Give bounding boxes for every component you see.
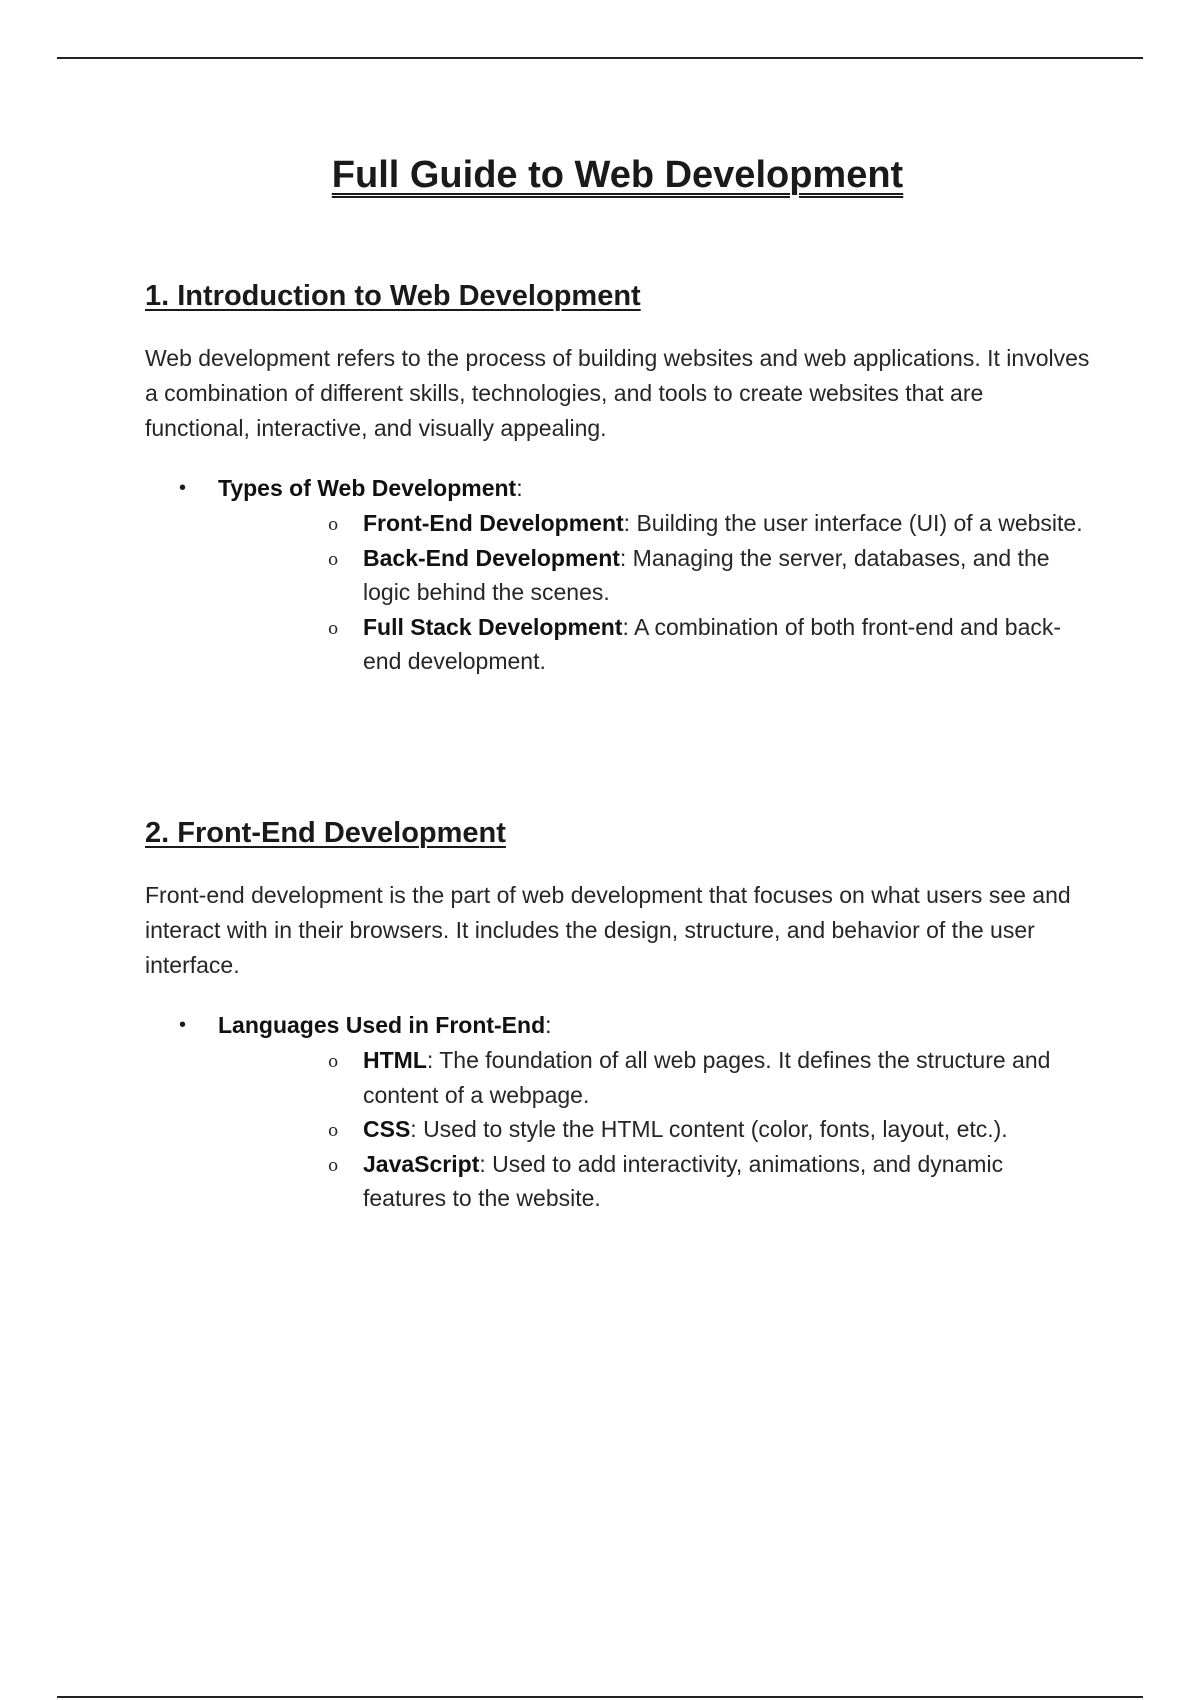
section-introduction: [145, 276, 1090, 679]
item-term: CSS: [363, 1116, 411, 1142]
circle-bullet-icon: o: [328, 1155, 339, 1176]
circle-bullet-icon: o: [328, 618, 339, 639]
sub-list: [218, 506, 1090, 679]
list-label-colon: :: [545, 1012, 552, 1038]
item-text: : A combination of both front-end and back-end development.: [363, 613, 1062, 674]
circle-bullet-icon: o: [328, 1121, 339, 1141]
bullet-list: [145, 1008, 1090, 1216]
list-item: [145, 1008, 1090, 1216]
list-item: [145, 471, 1090, 679]
circle-bullet-icon: o: [328, 549, 339, 570]
sub-list-item: [218, 1043, 1090, 1112]
circle-bullet-icon: o: [328, 515, 339, 535]
item-term: HTML: [363, 1047, 427, 1073]
section-heading: 1. Introduction to Web Development: [145, 280, 641, 312]
sub-list-item: [218, 506, 1090, 541]
circle-bullet-icon: o: [328, 1052, 339, 1072]
document-title: Full Guide to Web Development: [331, 154, 904, 196]
item-term: JavaScript: [363, 1150, 480, 1177]
item-text: : The foundation of all web pages. It defines the structure and content of a webpage.: [363, 1047, 1051, 1108]
sub-list-item: [218, 541, 1090, 610]
top-rule: [57, 57, 1143, 59]
section-paragraph: Web development refers to the process of building websites and web applications. It involves a combination of different skills, technologies, and tools to create websites that are functional, interactive, and visually appealing.: [145, 345, 1090, 441]
item-term: Back-End Development: [363, 544, 620, 571]
sub-list-item: [218, 610, 1090, 679]
item-term: Full Stack Development: [363, 613, 623, 640]
list-label-colon: :: [516, 475, 523, 501]
sub-list-item: [218, 1112, 1090, 1147]
list-label: Languages Used in Front-End: [218, 1012, 546, 1038]
item-text: : Building the user interface (UI) of a website.: [623, 510, 1083, 536]
item-text: : Used to add interactivity, animations, and dynamic features to the website.: [363, 1150, 1004, 1211]
bottom-rule: [57, 1696, 1143, 1698]
item-term: Front-End Development: [363, 510, 624, 536]
section-paragraph: Front-end development is the part of web development that focuses on what users see and interact with in their browsers. It includes the design, structure, and behavior of the user interface.: [145, 882, 1071, 978]
sub-list-item: [218, 1147, 1090, 1216]
list-label: Types of Web Development: [218, 475, 517, 501]
bullet-icon: •: [179, 1014, 187, 1036]
bullet-list: [145, 471, 1090, 679]
section-front-end: [145, 813, 1090, 1216]
item-text: : Used to style the HTML content (color, fonts, layout, etc.).: [410, 1116, 1008, 1142]
item-text: : Managing the server, databases, and the logic behind the scenes.: [363, 544, 1050, 605]
bullet-icon: •: [179, 477, 187, 499]
section-heading: 2. Front-End Development: [145, 817, 506, 849]
sub-list: [218, 1043, 1090, 1216]
